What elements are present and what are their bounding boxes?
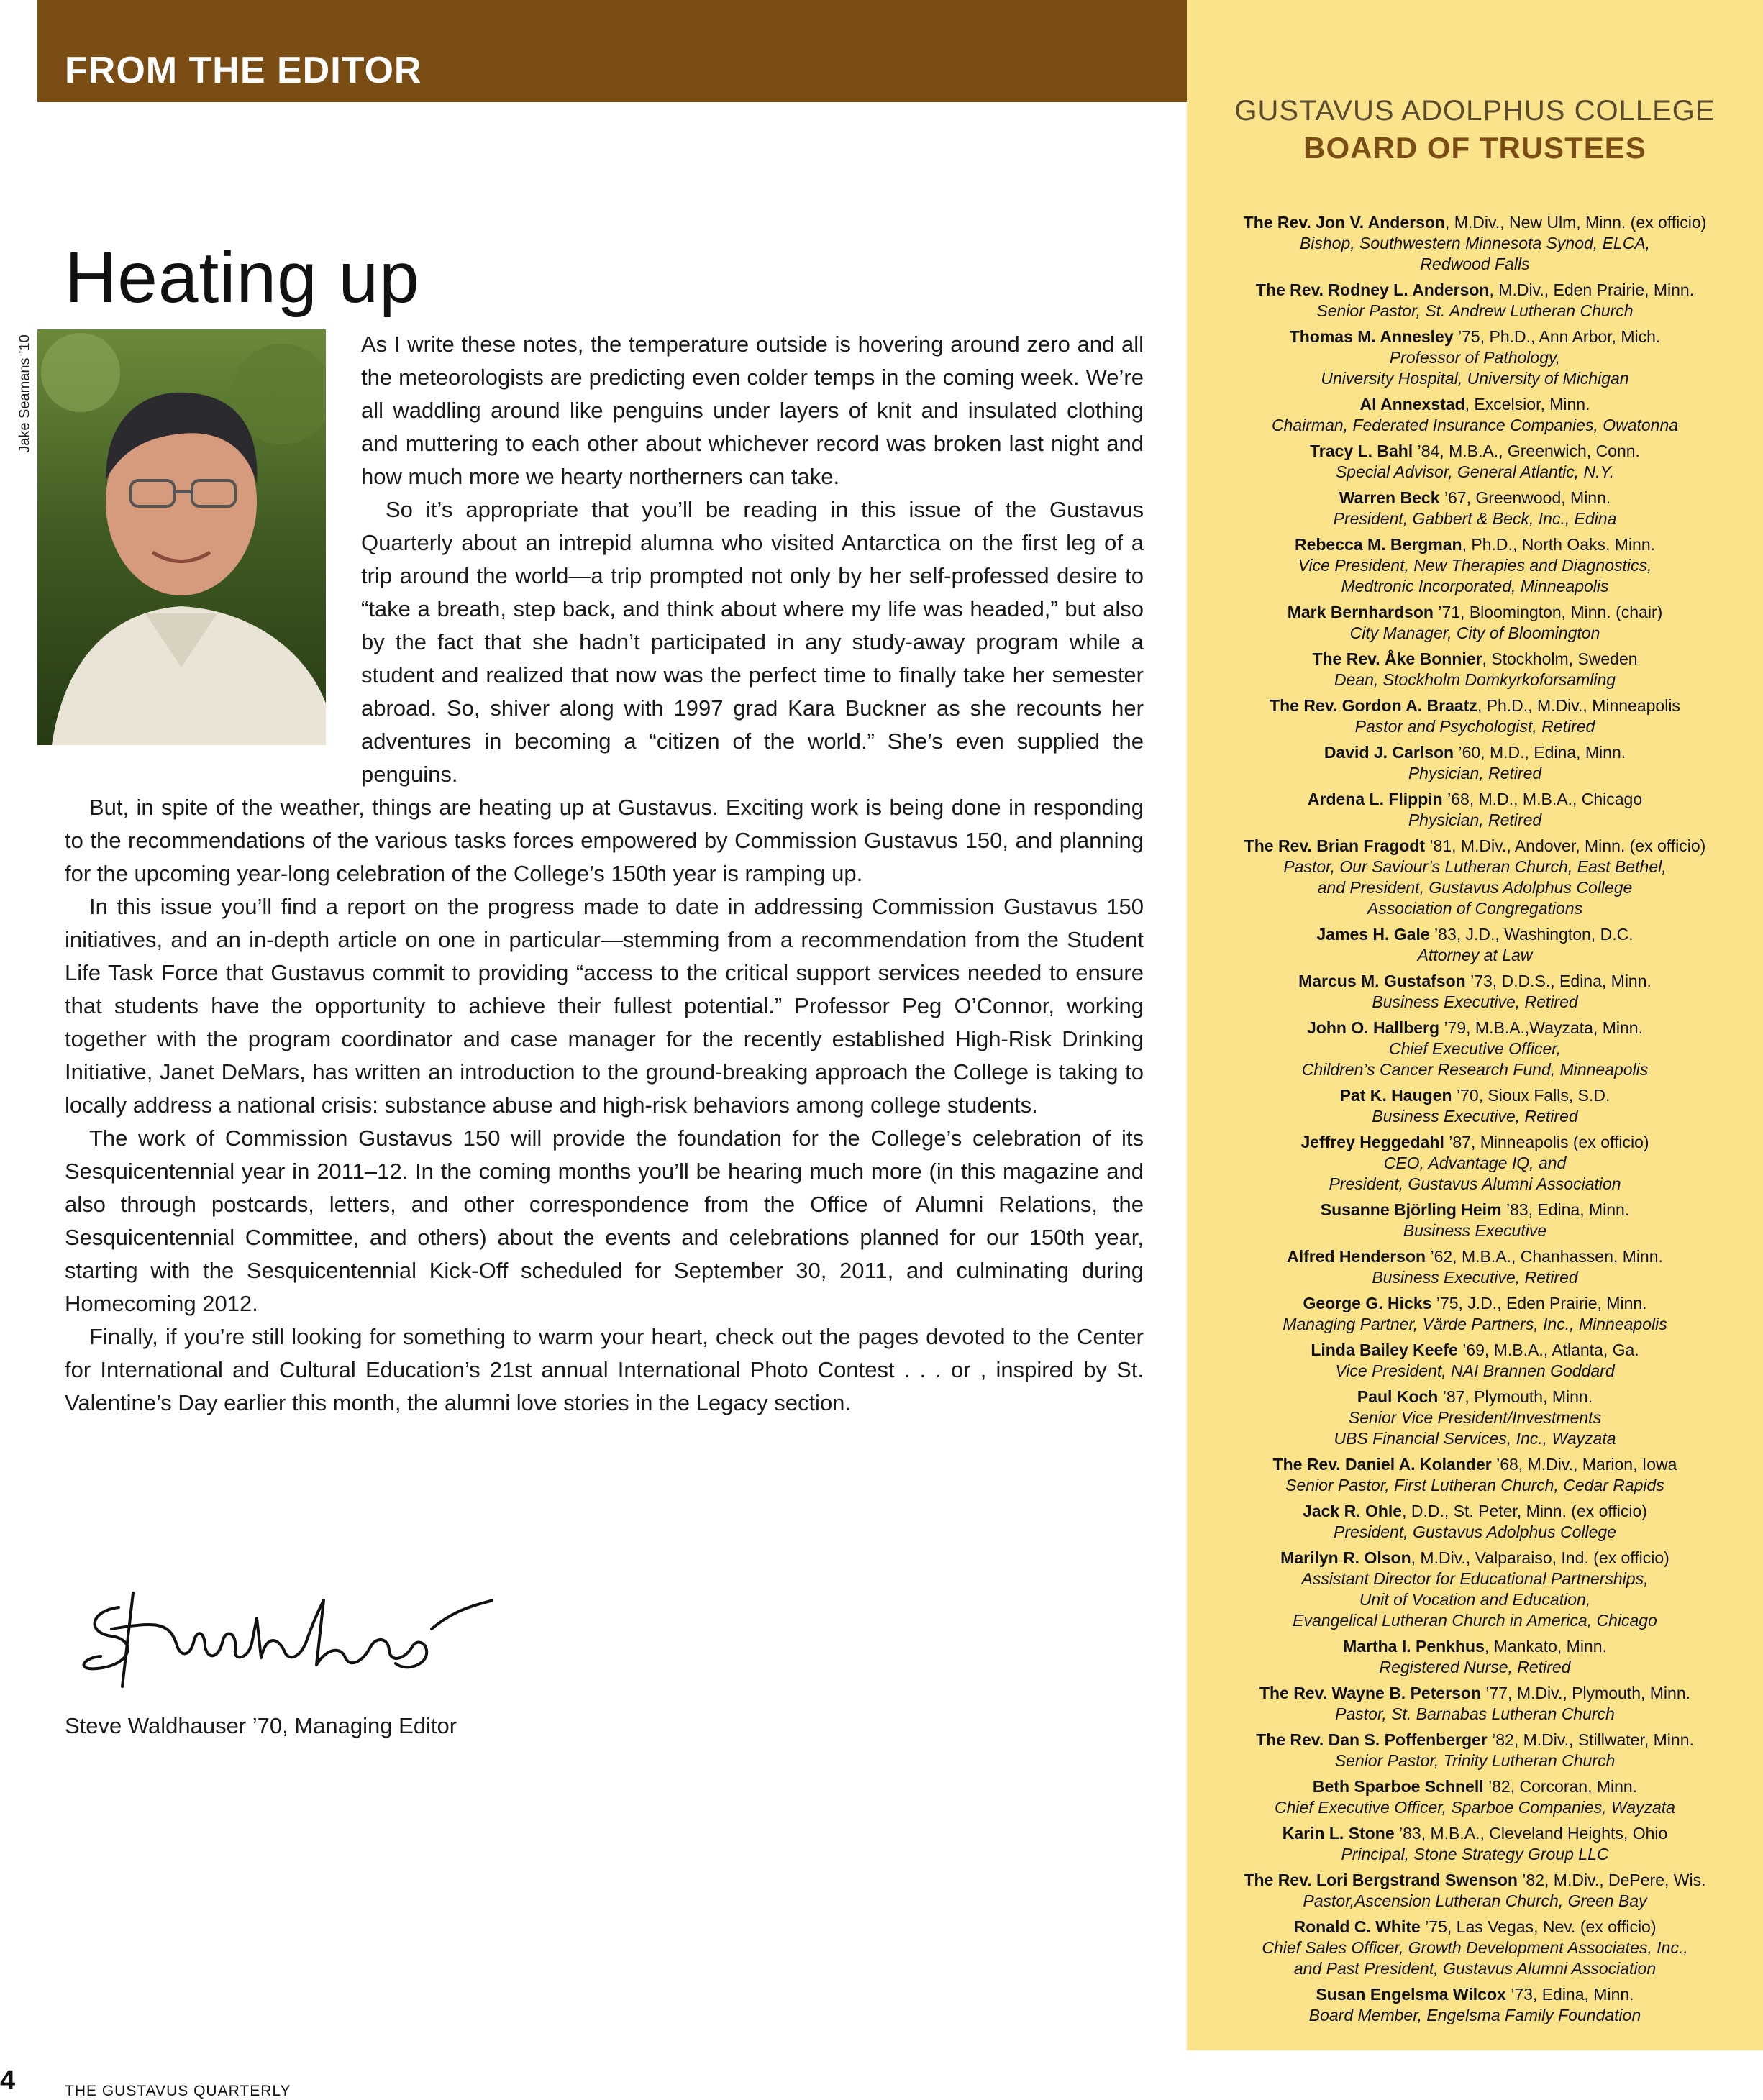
trustee-entry <box>1200 1200 1750 1241</box>
trustee-entry <box>1200 971 1750 1013</box>
trustee-entry <box>1200 1548 1750 1631</box>
trustee-name: Alfred Henderson <box>1287 1247 1426 1266</box>
trustee-details: ’68, M.Div., Marion, Iowa <box>1491 1455 1677 1474</box>
trustee-entry <box>1200 649 1750 690</box>
trustee-position: Dean, Stockholm Domkyrkoforsamling <box>1334 670 1616 689</box>
trustee-name: The Rev. Daniel A. Kolander <box>1272 1455 1492 1474</box>
trustee-name-line <box>1200 1293 1750 1314</box>
trustee-name: Karin L. Stone <box>1282 1824 1395 1843</box>
trustee-name: Paul Koch <box>1357 1387 1439 1406</box>
trustee-position: Vice President, New Therapies and Diagnostics, Medtronic Incorporated, Minneapolis <box>1298 556 1652 595</box>
trustee-details: ’75, J.D., Eden Prairie, Minn. <box>1431 1294 1647 1312</box>
photo-wrap-spacer <box>65 328 361 782</box>
trustee-name-line <box>1200 1454 1750 1475</box>
trustee-entry <box>1200 1132 1750 1195</box>
publication-name: THE GUSTAVUS QUARTERLY <box>65 2083 291 2099</box>
trustee-name: Thomas M. Annesley <box>1289 327 1454 346</box>
trustee-details: ’84, M.B.A., Greenwich, Conn. <box>1413 442 1640 460</box>
trustee-name-line <box>1200 1132 1750 1153</box>
trustee-details: , Ph.D., M.Div., Minneapolis <box>1477 696 1680 715</box>
article-paragraph: As I write these notes, the temperature outside is hovering around zero and all the meteorologists are predicting even colder temps in the coming week. We’re all waddling around like penguins under layers of knit and insulated clothing and muttering to each other about whichever record was broken last night and how much more we hearty northerners can take. <box>361 332 1144 489</box>
trustee-details: , Excelsior, Minn. <box>1464 395 1590 414</box>
trustee-position: President, Gustavus Adolphus College <box>1334 1522 1616 1541</box>
trustee-name: Ardena L. Flippin <box>1307 790 1443 808</box>
trustee-details: ’67, Greenwood, Minn. <box>1439 488 1611 507</box>
trustee-name: Jeffrey Heggedahl <box>1300 1133 1444 1151</box>
photo-credit <box>14 331 36 460</box>
trustee-entry <box>1200 789 1750 831</box>
article-paragraph: Finally, if you’re still looking for something to warm your heart, check out the pages devoted to the Center for International and Cultural Education’s 21st annual International Photo Contest . . . or , inspired by St. Valentine’s Day earlier this month, the alumni love stories in the Legacy section. <box>65 1324 1144 1415</box>
trustee-position: Board Member, Engelsma Family Foundation <box>1308 2006 1641 2024</box>
trustee-details: ’60, M.D., Edina, Minn. <box>1454 743 1626 762</box>
trustee-name-line <box>1200 1870 1750 1891</box>
article-paragraph: The work of Commission Gustavus 150 will provide the foundation for the College’s celebration of its Sesquicentennial year in 2011–12. In the coming months you’ll be hearing much more (in this magazine and also through postcards, letters, and other correspondence from the Office of Alumni Relations, the Sesquicentennial Committee, and others) about the events and celebrations planned for our 150th year, starting with the Sesquicentennial Kick-Off scheduled for September 30, 2011, and culminating during Homecoming 2012. <box>65 1126 1144 1316</box>
trustee-details: ’81, M.Div., Andover, Minn. (ex officio) <box>1425 836 1706 855</box>
trustee-position: Assistant Director for Educational Partnerships, Unit of Vocation and Education, Evangelical Lutheran Church in America, Chicago <box>1293 1569 1657 1630</box>
trustee-entry <box>1200 1340 1750 1382</box>
trustee-name-line <box>1200 602 1750 623</box>
trustee-entry <box>1200 327 1750 389</box>
trustee-entry <box>1200 1823 1750 1865</box>
trustee-position: Chairman, Federated Insurance Companies, Owatonna <box>1271 416 1679 434</box>
trustee-name: The Rev. Gordon A. Braatz <box>1270 696 1477 715</box>
trustee-name: The Rev. Brian Fragodt <box>1244 836 1425 855</box>
trustee-position: Business Executive, Retired <box>1372 1107 1578 1126</box>
trustee-entry <box>1200 212 1750 275</box>
trustee-position: Business Executive, Retired <box>1372 992 1578 1011</box>
trustee-name-line <box>1200 280 1750 301</box>
trustee-details: , M.Div., Valparaiso, Ind. (ex officio) <box>1411 1548 1669 1567</box>
trustee-entry <box>1200 394 1750 436</box>
section-label: FROM THE EDITOR <box>65 50 422 91</box>
trustee-entry <box>1200 1636 1750 1678</box>
trustee-details: ’70, Sioux Falls, S.D. <box>1452 1086 1611 1105</box>
trustee-position: City Manager, City of Bloomington <box>1349 624 1600 642</box>
trustee-name-line <box>1200 924 1750 945</box>
trustee-details: ’75, Ph.D., Ann Arbor, Mich. <box>1453 327 1661 346</box>
trustee-position: Senior Pastor, Trinity Lutheran Church <box>1334 1751 1616 1770</box>
trustee-name-line <box>1200 1340 1750 1361</box>
trustee-position: Chief Sales Officer, Growth Development Associates, Inc., and Past President, Gustavus Alumni Association <box>1262 1938 1688 1978</box>
trustee-entry <box>1200 1085 1750 1127</box>
trustee-details: ’75, Las Vegas, Nev. (ex officio) <box>1420 1917 1657 1936</box>
trustee-position: Vice President, NAI Brannen Goddard <box>1335 1361 1615 1380</box>
section-header-bar <box>37 0 1187 102</box>
trustee-entry <box>1200 924 1750 966</box>
trustee-name: Al Annexstad <box>1359 395 1465 414</box>
trustee-entry <box>1200 1870 1750 1912</box>
trustee-name: The Rev. Åke Bonnier <box>1312 649 1482 668</box>
trustee-entry <box>1200 836 1750 919</box>
trustee-position: Pastor and Psychologist, Retired <box>1354 717 1595 736</box>
trustee-entry <box>1200 695 1750 737</box>
trustee-details: , Mankato, Minn. <box>1484 1637 1607 1656</box>
trustee-name-line <box>1200 1387 1750 1407</box>
trustee-name: The Rev. Lori Bergstrand Swenson <box>1244 1871 1518 1889</box>
trustee-details: , M.Div., New Ulm, Minn. (ex officio) <box>1444 213 1707 232</box>
trustee-position: Registered Nurse, Retired <box>1379 1658 1571 1676</box>
article-body <box>65 328 1144 1420</box>
trustee-name: The Rev. Rodney L. Anderson <box>1255 280 1490 299</box>
trustee-entry <box>1200 441 1750 483</box>
trustee-name-line <box>1200 836 1750 857</box>
trustee-position: Physician, Retired <box>1408 764 1542 782</box>
trustee-position: Physician, Retired <box>1408 811 1542 829</box>
trustee-name-line <box>1200 394 1750 415</box>
trustee-entry <box>1200 1776 1750 1818</box>
trustee-position: Senior Pastor, St. Andrew Lutheran Church <box>1316 301 1634 320</box>
trustee-name-line <box>1200 488 1750 508</box>
trustee-name: George G. Hicks <box>1303 1294 1432 1312</box>
trustee-details: ’68, M.D., M.B.A., Chicago <box>1442 790 1643 808</box>
trustee-name-line <box>1200 441 1750 462</box>
trustee-name-line <box>1200 1776 1750 1797</box>
trustee-name-line <box>1200 789 1750 810</box>
sidebar-college-name: GUSTAVUS ADOLPHUS COLLEGE <box>1234 95 1716 127</box>
trustee-details: ’71, Bloomington, Minn. (chair) <box>1433 603 1663 621</box>
trustee-name-line <box>1200 1200 1750 1220</box>
trustee-list <box>1200 212 1750 2031</box>
trustee-name: The Rev. Jon V. Anderson <box>1243 213 1445 232</box>
trustee-name-line <box>1200 1823 1750 1844</box>
trustee-entry <box>1200 1501 1750 1543</box>
trustee-entry <box>1200 1246 1750 1288</box>
trustee-entry <box>1200 602 1750 644</box>
trustee-details: ’77, M.Div., Plymouth, Minn. <box>1481 1684 1691 1702</box>
trustee-position: President, Gabbert & Beck, Inc., Edina <box>1333 509 1617 528</box>
trustee-name: Warren Beck <box>1339 488 1440 507</box>
article-paragraph: But, in spite of the weather, things are heating up at Gustavus. Exciting work is being done in responding to the recommendations of the various tasks forces empowered by Commission Gustavus 150, and planning for the upcoming year-long celebration of the College’s 150th year is ramping up. <box>65 795 1144 886</box>
trustee-name: Rebecca M. Bergman <box>1294 535 1462 554</box>
article-paragraph: So it’s appropriate that you’ll be reading in this issue of the Gustavus Quarterly about an intrepid alumna who visited Antarctica on the first leg of a trip around the world—a trip prompted not only by her self-professed desire to “take a breath, step back, and think about where my life was headed,” but also by the fact that she hadn’t participated in any study-away program while a student and realized that now was the perfect time to finally take her semester abroad. So, shiver along with 1997 grad Kara Buckner as she recounts her adventures in becoming a “citizen of the world.” She’s even supplied the penguins. <box>361 497 1144 787</box>
article-paragraph: In this issue you’ll find a report on the progress made to date in addressing Commission Gustavus 150 initiatives, and an in-depth article on one in particular—stemming from a recommendation from the Student Life Task Force that Gustavus commit to providing “access to the critical support services needed to ensure that students have the opportunity to achieve their fullest potential.” Professor Peg O’Connor, working together with the program coordinator and case manager for the recently established High-Risk Drinking Initiative, Janet DeMars, has written an introduction to the ground-breaking approach the College is taking to locally address a national crisis: substance abuse and high-risk behaviors among college students. <box>65 894 1144 1118</box>
trustee-name: Jack R. Ohle <box>1303 1502 1403 1520</box>
trustee-name-line <box>1200 534 1750 555</box>
trustee-position: Principal, Stone Strategy Group LLC <box>1341 1845 1609 1863</box>
trustee-name: James H. Gale <box>1316 925 1430 944</box>
trustee-position: Pastor, Our Saviour’s Lutheran Church, East Bethel, and President, Gustavus Adolphus College Association of Congregations <box>1283 857 1667 918</box>
trustees-sidebar <box>1187 0 1763 2050</box>
trustee-name: Tracy L. Bahl <box>1310 442 1413 460</box>
trustee-name-line <box>1200 1636 1750 1657</box>
trustee-details: ’79, M.B.A.,Wayzata, Minn. <box>1439 1018 1643 1037</box>
trustee-details: ’73, D.D.S., Edina, Minn. <box>1465 972 1652 990</box>
trustee-position: CEO, Advantage IQ, and President, Gustavus Alumni Association <box>1329 1154 1621 1193</box>
editor-signature <box>68 1579 493 1694</box>
trustee-details: , Ph.D., North Oaks, Minn. <box>1462 535 1656 554</box>
trustee-name-line <box>1200 327 1750 347</box>
trustee-name-line <box>1200 1501 1750 1522</box>
trustee-entry <box>1200 1293 1750 1335</box>
signature-caption: Steve Waldhauser ’70, Managing Editor <box>65 1713 457 1738</box>
trustee-details: , M.Div., Eden Prairie, Minn. <box>1489 280 1695 299</box>
trustee-entry <box>1200 1730 1750 1771</box>
trustee-position: Pastor,Ascension Lutheran Church, Green Bay <box>1303 1891 1647 1910</box>
trustee-entry <box>1200 1917 1750 1979</box>
page-number: 4 <box>0 2065 16 2096</box>
trustee-entry <box>1200 1387 1750 1449</box>
trustee-name-line <box>1200 1085 1750 1106</box>
trustee-entry <box>1200 1683 1750 1725</box>
trustee-name-line <box>1200 1984 1750 2005</box>
trustee-name: Pat K. Haugen <box>1339 1086 1452 1105</box>
trustee-position: Business Executive, Retired <box>1372 1268 1578 1287</box>
trustee-entry <box>1200 488 1750 529</box>
trustee-position: Pastor, St. Barnabas Lutheran Church <box>1335 1704 1615 1723</box>
trustee-details: ’83, M.B.A., Cleveland Heights, Ohio <box>1394 1824 1668 1843</box>
photo-credit-text: Jake Seamans ’10 <box>17 334 33 453</box>
trustee-entry <box>1200 1018 1750 1080</box>
trustee-details: ’82, Corcoran, Minn. <box>1483 1777 1638 1796</box>
trustee-details: ’87, Plymouth, Minn. <box>1438 1387 1593 1406</box>
trustee-details: ’87, Minneapolis (ex officio) <box>1444 1133 1649 1151</box>
trustee-entry <box>1200 534 1750 597</box>
sidebar-heading: BOARD OF TRUSTEES <box>1303 131 1646 165</box>
trustee-entry <box>1200 1454 1750 1496</box>
trustee-position: Professor of Pathology, University Hospital, University of Michigan <box>1321 348 1629 388</box>
trustee-name: Beth Sparboe Schnell <box>1312 1777 1484 1796</box>
trustee-entry <box>1200 742 1750 784</box>
trustee-name-line <box>1200 1683 1750 1704</box>
trustee-position: Attorney at Law <box>1417 946 1533 964</box>
trustee-name-line <box>1200 649 1750 670</box>
trustee-name-line <box>1200 1730 1750 1750</box>
trustee-details: ’69, M.B.A., Atlanta, Ga. <box>1457 1341 1639 1359</box>
trustee-name-line <box>1200 1548 1750 1569</box>
trustee-details: , Stockholm, Sweden <box>1482 649 1638 668</box>
trustee-name: Susan Engelsma Wilcox <box>1316 1985 1506 2004</box>
trustee-name: Marilyn R. Olson <box>1280 1548 1411 1567</box>
trustee-details: , D.D., St. Peter, Minn. (ex officio) <box>1402 1502 1647 1520</box>
trustee-position: Chief Executive Officer, Sparboe Companies, Wayzata <box>1275 1798 1675 1817</box>
trustee-position: Special Advisor, General Atlantic, N.Y. <box>1335 462 1615 481</box>
trustee-name: Ronald C. White <box>1293 1917 1421 1936</box>
trustee-details: ’62, M.B.A., Chanhassen, Minn. <box>1426 1247 1663 1266</box>
trustee-name: Martha I. Penkhus <box>1343 1637 1485 1656</box>
trustee-name: John O. Hallberg <box>1307 1018 1440 1037</box>
trustee-entry <box>1200 1984 1750 2026</box>
trustee-position: Managing Partner, Värde Partners, Inc., Minneapolis <box>1283 1315 1667 1333</box>
trustee-name-line <box>1200 971 1750 992</box>
trustee-details: ’73, Edina, Minn. <box>1505 1985 1634 2004</box>
trustee-details: ’83, Edina, Minn. <box>1501 1200 1630 1219</box>
trustee-name: David J. Carlson <box>1324 743 1454 762</box>
trustee-details: ’82, M.Div., DePere, Wis. <box>1517 1871 1706 1889</box>
trustee-position: Business Executive <box>1403 1221 1547 1240</box>
trustee-name-line <box>1200 1246 1750 1267</box>
trustee-name: Susanne Björling Heim <box>1320 1200 1502 1219</box>
trustee-name-line <box>1200 742 1750 763</box>
trustee-entry <box>1200 280 1750 321</box>
trustee-name-line <box>1200 1018 1750 1038</box>
trustee-position: Chief Executive Officer, Children’s Cancer Research Fund, Minneapolis <box>1301 1039 1649 1079</box>
trustee-name: The Rev. Wayne B. Peterson <box>1259 1684 1482 1702</box>
trustee-name: The Rev. Dan S. Poffenberger <box>1256 1730 1488 1749</box>
trustee-name-line <box>1200 1917 1750 1937</box>
trustee-name: Marcus M. Gustafson <box>1298 972 1466 990</box>
trustee-position: Senior Pastor, First Lutheran Church, Cedar Rapids <box>1285 1476 1664 1494</box>
trustee-name: Linda Bailey Keefe <box>1311 1341 1458 1359</box>
article-title: Heating up <box>65 237 420 318</box>
trustee-position: Senior Vice President/Investments UBS Financial Services, Inc., Wayzata <box>1334 1408 1616 1448</box>
trustee-name-line <box>1200 695 1750 716</box>
trustee-details: ’82, M.Div., Stillwater, Minn. <box>1487 1730 1694 1749</box>
trustee-position: Bishop, Southwestern Minnesota Synod, ELCA, Redwood Falls <box>1299 234 1651 273</box>
trustee-name: Mark Bernhardson <box>1287 603 1434 621</box>
trustee-details: ’83, J.D., Washington, D.C. <box>1429 925 1634 944</box>
trustee-name-line <box>1200 212 1750 233</box>
